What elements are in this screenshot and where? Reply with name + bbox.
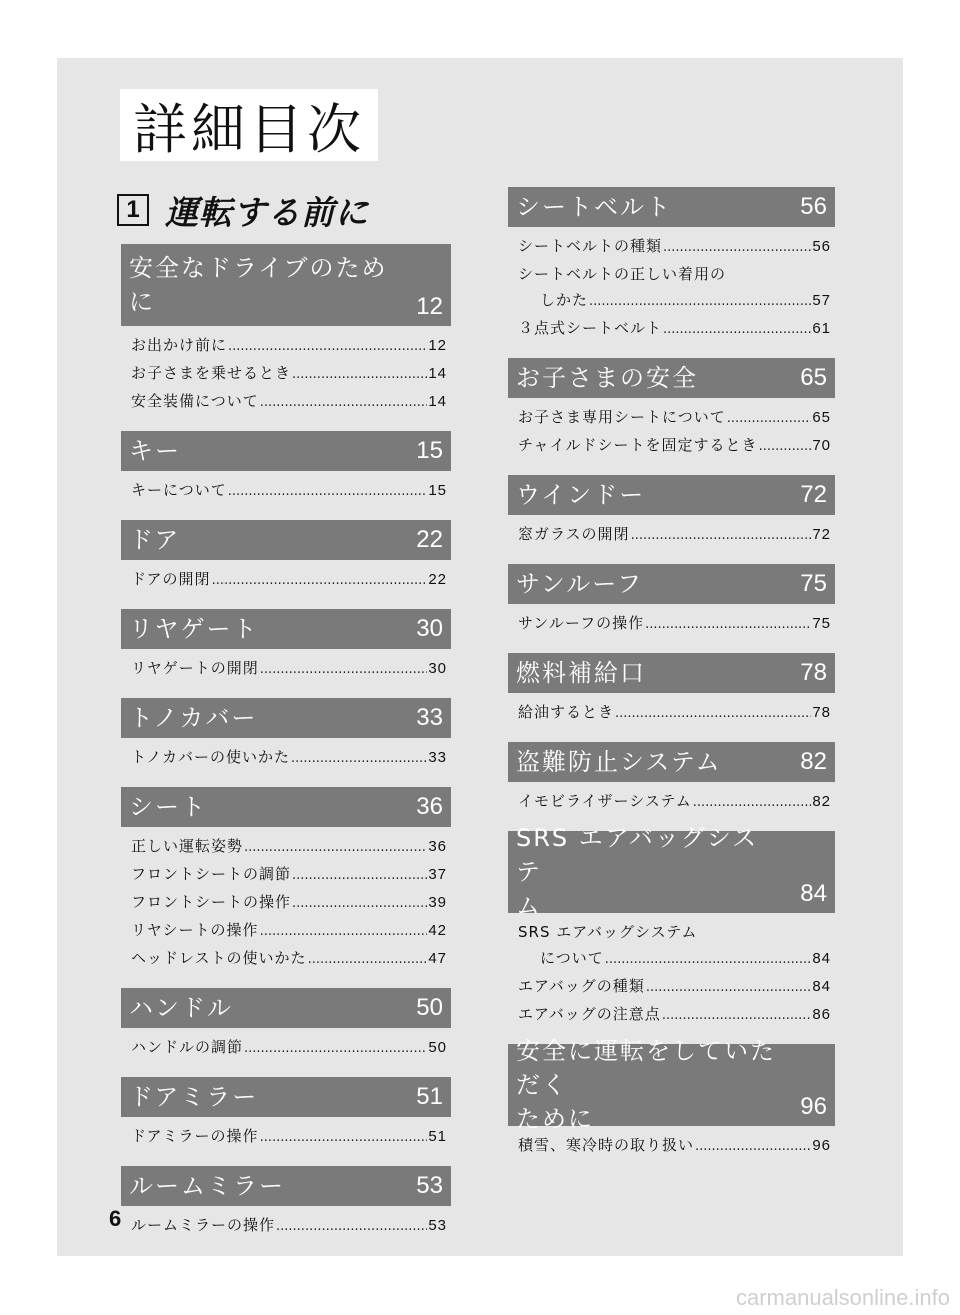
toc-entry[interactable] <box>131 889 447 917</box>
entry-label: シートベルトの種類 <box>518 237 663 255</box>
section-page-number: 22 <box>416 526 443 553</box>
section-header[interactable] <box>508 564 835 604</box>
dot-leader <box>292 863 427 889</box>
entry-label: 安全装備について <box>131 392 259 410</box>
dot-leader <box>695 1134 811 1160</box>
entry-page-number: 61 <box>812 320 831 337</box>
entry-page-number: 36 <box>428 838 447 855</box>
section-header[interactable] <box>121 520 451 560</box>
section-title <box>129 1166 285 1206</box>
section-entries <box>121 738 451 772</box>
toc-section <box>121 988 451 1062</box>
section-entries <box>508 398 835 460</box>
entry-label: ルームミラーの操作 <box>131 1216 276 1234</box>
section-title-line: リヤゲート <box>129 615 259 643</box>
section-title <box>516 653 646 693</box>
entry-label: 正しい運転姿勢 <box>131 837 244 855</box>
entry-label: エアバッグの注意点 <box>518 1005 661 1023</box>
section-header[interactable] <box>508 358 835 398</box>
entry-label: サンルーフの操作 <box>518 614 645 632</box>
section-page-number: 65 <box>800 364 827 391</box>
section-title-line: ウインドー <box>516 481 646 509</box>
dot-leader <box>212 568 428 594</box>
entry-label: チャイルドシートを固定するとき <box>518 436 758 454</box>
entry-label: ドアミラーの操作 <box>131 1127 259 1145</box>
entry-page-number: 50 <box>428 1039 447 1056</box>
entry-page-number: 47 <box>428 950 447 967</box>
entry-label: しかた <box>540 291 589 309</box>
section-title-line: SRS エアバッグシステ <box>516 824 759 886</box>
section-title <box>129 1077 258 1117</box>
entry-page-number: 12 <box>428 337 447 354</box>
entry-page-number: 57 <box>812 292 831 309</box>
entry-page-number: 14 <box>428 393 447 410</box>
toc-entry[interactable] <box>518 287 831 315</box>
entry-page-number: 70 <box>812 437 831 454</box>
entry-page-number: 15 <box>428 482 447 499</box>
entry-label-line1[interactable]: SRS エアバッグシステム <box>518 923 698 941</box>
toc-section <box>508 1037 835 1160</box>
section-title <box>129 251 443 319</box>
toc-entry[interactable] <box>131 477 447 505</box>
entry-label: ハンドルの調節 <box>131 1038 244 1056</box>
section-title <box>129 609 259 649</box>
toc-entry[interactable] <box>518 699 831 727</box>
watermark-url: carmanualsonline.info <box>735 1285 950 1310</box>
toc-entry[interactable] <box>131 332 447 360</box>
toc-title <box>120 89 378 161</box>
entry-label: ヘッドレストの使いかた <box>131 949 307 967</box>
section-header[interactable] <box>508 824 835 920</box>
toc-entry[interactable] <box>518 788 831 816</box>
section-page-number: 53 <box>416 1172 443 1199</box>
section-entries <box>508 782 835 816</box>
section-title-line: 安全に運転をしていただく <box>516 1037 776 1099</box>
section-title <box>129 698 257 738</box>
section-title-line: ために <box>516 1105 594 1133</box>
section-title <box>516 358 698 398</box>
dot-leader <box>291 746 427 772</box>
section-title-line: お子さまの安全 <box>516 364 698 392</box>
chapter-heading <box>117 188 369 232</box>
entry-page-number: 84 <box>812 950 831 967</box>
section-page-number: 33 <box>416 704 443 731</box>
section-title <box>129 988 233 1028</box>
dot-leader <box>662 1003 812 1029</box>
section-title-line: トノカバー <box>129 704 258 732</box>
section-page-number: 51 <box>416 1083 443 1110</box>
dot-leader <box>646 975 812 1001</box>
dot-leader <box>292 362 427 388</box>
toc-section <box>121 520 451 594</box>
entry-page-number: 96 <box>812 1137 831 1154</box>
dot-leader <box>615 701 811 727</box>
dot-leader <box>631 523 812 549</box>
section-title <box>516 821 827 923</box>
dot-leader <box>308 947 428 973</box>
toc-entry[interactable] <box>518 432 831 460</box>
toc-entry[interactable] <box>131 917 447 945</box>
section-entries <box>121 1117 451 1151</box>
dot-leader <box>244 835 427 861</box>
toc-entry[interactable] <box>518 610 831 638</box>
toc-section <box>121 787 451 973</box>
section-header[interactable] <box>121 609 451 649</box>
section-header[interactable] <box>121 1077 451 1117</box>
entry-page-number: 72 <box>812 526 831 543</box>
section-entries <box>508 693 835 727</box>
entry-page-number: 84 <box>812 978 831 995</box>
section-header[interactable] <box>508 653 835 693</box>
entry-label: エアバッグの種類 <box>518 977 645 995</box>
toc-entry[interactable] <box>131 1034 447 1062</box>
dot-leader <box>759 434 812 460</box>
entry-label: フロントシートの操作 <box>131 893 292 911</box>
section-title <box>129 787 207 827</box>
section-page-number: 96 <box>800 1093 827 1120</box>
dot-leader <box>228 334 427 360</box>
section-title <box>516 742 722 782</box>
section-title-line: ルームミラー <box>129 1172 285 1200</box>
entry-label: リヤシートの操作 <box>131 921 259 939</box>
section-title-line: シートベルト <box>516 193 672 221</box>
entry-page-number: 53 <box>428 1217 447 1234</box>
chapter-number-box: 1 <box>117 194 149 226</box>
toc-section <box>508 358 835 460</box>
dot-leader <box>260 919 428 945</box>
section-page-number: 15 <box>416 437 443 464</box>
page-number: 6 <box>109 1206 122 1231</box>
section-title-line: シート <box>129 793 207 821</box>
entry-page-number: 86 <box>812 1006 831 1023</box>
entry-page-number: 51 <box>428 1128 447 1145</box>
toc-section <box>508 653 835 727</box>
section-title <box>516 187 672 227</box>
section-title-line: キー <box>129 437 181 465</box>
toc-section <box>508 824 835 1029</box>
section-entries <box>121 827 451 973</box>
section-page-number: 84 <box>800 880 827 907</box>
entry-label: 積雪、寒冷時の取り扱い <box>518 1136 695 1154</box>
section-title <box>516 1034 827 1136</box>
section-page-number: 56 <box>800 193 827 220</box>
toc-section <box>121 609 451 683</box>
dot-leader <box>605 947 812 973</box>
section-page-number: 75 <box>800 570 827 597</box>
entry-label: お子さま専用シートについて <box>518 408 726 426</box>
section-title-line: に <box>129 288 155 316</box>
section-header[interactable] <box>508 1037 835 1133</box>
toc-entry[interactable] <box>518 233 831 261</box>
dot-leader <box>228 479 428 505</box>
toc-entry[interactable] <box>131 388 447 416</box>
section-title-line: サンルーフ <box>516 570 643 598</box>
entry-label: フロントシートの調節 <box>131 865 292 883</box>
section-entries <box>121 1206 451 1240</box>
chapter-title: 運転する前に <box>165 192 369 232</box>
entry-page-number: 78 <box>812 704 831 721</box>
toc-entry[interactable] <box>131 833 447 861</box>
section-header[interactable] <box>121 698 451 738</box>
dot-leader <box>244 1036 427 1062</box>
toc-entry[interactable] <box>131 945 447 973</box>
entry-page-number: 75 <box>812 615 831 632</box>
toc-entry[interactable] <box>131 744 447 772</box>
section-entries <box>508 913 835 1029</box>
toc-entry[interactable] <box>131 360 447 388</box>
section-entries <box>121 326 451 416</box>
entry-page-number: 65 <box>812 409 831 426</box>
section-entries <box>121 649 451 683</box>
toc-section <box>508 564 835 638</box>
right-column <box>508 187 835 1175</box>
section-page-number: 78 <box>800 659 827 686</box>
entry-page-number: 39 <box>428 894 447 911</box>
section-title <box>129 431 181 471</box>
toc-page <box>57 58 903 1256</box>
section-title-line: 安全なドライブのため <box>129 254 388 282</box>
toc-section <box>121 244 451 416</box>
entry-label: トノカバーの使いかた <box>131 748 290 766</box>
section-page-number: 12 <box>416 293 443 320</box>
toc-entry[interactable] <box>518 521 831 549</box>
entry-label: ３点式シートベルト <box>518 319 663 337</box>
section-header[interactable] <box>508 742 835 782</box>
toc-entry[interactable] <box>518 315 831 343</box>
section-header[interactable] <box>508 187 835 227</box>
toc-entry[interactable] <box>518 1132 831 1160</box>
toc-entry[interactable] <box>131 861 447 889</box>
section-title <box>516 475 645 515</box>
toc-section <box>121 1077 451 1151</box>
section-entries <box>121 471 451 505</box>
dot-leader <box>663 235 811 261</box>
dot-leader <box>260 390 428 416</box>
section-page-number: 36 <box>416 793 443 820</box>
dot-leader <box>589 289 811 315</box>
toc-entry[interactable] <box>518 404 831 432</box>
dot-leader <box>292 891 427 917</box>
section-title-line: ハンドル <box>129 994 233 1022</box>
entry-label: について <box>540 949 604 967</box>
section-entries <box>508 227 835 343</box>
entry-page-number: 82 <box>812 793 831 810</box>
toc-entry[interactable] <box>518 1001 831 1029</box>
toc-title-text: 詳細目次 <box>133 97 365 161</box>
section-title-line: ム <box>516 892 542 920</box>
section-entries <box>121 1028 451 1062</box>
entry-label: イモビライザーシステム <box>518 792 692 810</box>
section-header[interactable] <box>121 431 451 471</box>
section-page-number: 50 <box>416 994 443 1021</box>
section-title <box>129 520 180 560</box>
section-title-line: ドア <box>129 526 181 554</box>
toc-section <box>508 742 835 816</box>
entry-label: お子さまを乗せるとき <box>131 364 292 382</box>
section-header[interactable] <box>508 475 835 515</box>
entry-label: 窓ガラスの開閉 <box>518 525 630 543</box>
toc-section <box>121 431 451 505</box>
entry-label: リヤゲートの開閉 <box>131 659 259 677</box>
toc-section <box>121 1166 451 1240</box>
toc-entry[interactable] <box>518 945 831 973</box>
dot-leader <box>645 612 811 638</box>
dot-leader <box>276 1214 427 1240</box>
entry-label: お出かけ前に <box>131 336 228 354</box>
dot-leader <box>663 317 811 343</box>
entry-page-number: 33 <box>428 749 447 766</box>
toc-entry[interactable] <box>131 566 447 594</box>
toc-section <box>508 475 835 549</box>
section-page-number: 72 <box>800 481 827 508</box>
entry-page-number: 42 <box>428 922 447 939</box>
entry-label: 給油するとき <box>518 703 615 721</box>
section-page-number: 82 <box>800 748 827 775</box>
toc-entry[interactable] <box>131 1212 447 1240</box>
entry-page-number: 37 <box>428 866 447 883</box>
section-header[interactable] <box>121 244 451 326</box>
toc-section <box>508 187 835 343</box>
section-entries <box>508 604 835 638</box>
toc-section <box>121 698 451 772</box>
entry-label: キーについて <box>131 481 227 499</box>
section-title-line: ドアミラー <box>129 1083 259 1111</box>
section-page-number: 30 <box>416 615 443 642</box>
section-header[interactable] <box>121 988 451 1028</box>
section-title-line: 盗難防止システム <box>516 748 722 776</box>
toc-entry[interactable] <box>518 973 831 1001</box>
toc-entry[interactable] <box>131 1123 447 1151</box>
left-column <box>121 244 451 1255</box>
section-entries <box>508 515 835 549</box>
section-header[interactable] <box>121 1166 451 1206</box>
section-title-line: 燃料補給口 <box>516 659 646 687</box>
entry-page-number: 22 <box>428 571 447 588</box>
section-title <box>516 564 643 604</box>
dot-leader <box>260 1125 428 1151</box>
entry-label: ドアの開閉 <box>131 570 211 588</box>
entry-page-number: 30 <box>428 660 447 677</box>
entry-page-number: 14 <box>428 365 447 382</box>
section-header[interactable] <box>121 787 451 827</box>
entry-label-line1[interactable]: シートベルトの正しい着用の <box>518 265 727 283</box>
dot-leader <box>727 406 812 432</box>
section-entries <box>121 560 451 594</box>
dot-leader <box>693 790 812 816</box>
toc-entry[interactable] <box>131 655 447 683</box>
entry-page-number: 56 <box>812 238 831 255</box>
dot-leader <box>260 657 428 683</box>
